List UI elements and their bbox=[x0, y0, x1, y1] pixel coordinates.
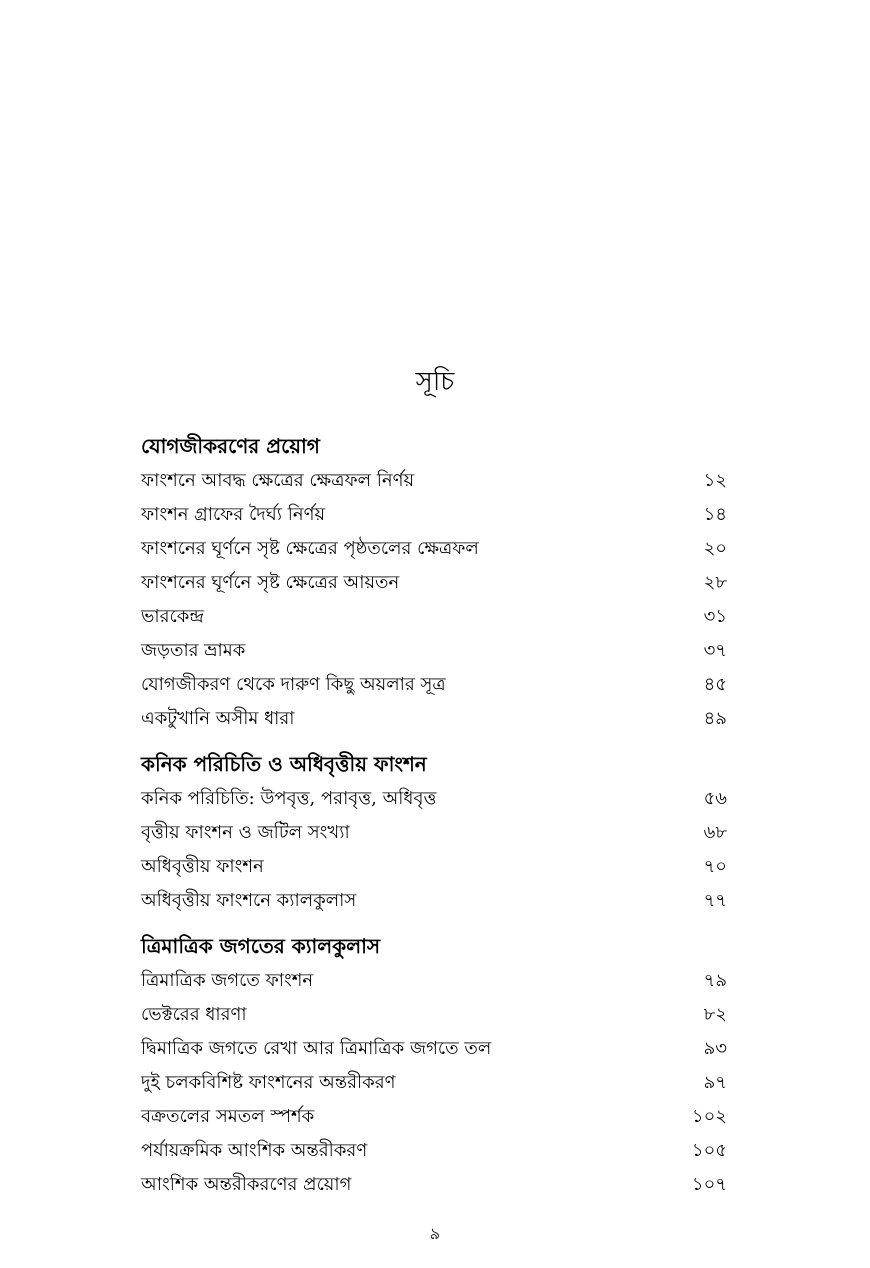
entry-page-number: ৪৫ bbox=[703, 674, 727, 695]
toc-entry[interactable] bbox=[141, 998, 727, 1032]
toc-entry[interactable] bbox=[141, 964, 727, 998]
entry-page-number: ৮২ bbox=[703, 1004, 727, 1025]
entry-page-number: ১০৭ bbox=[691, 1174, 727, 1195]
entry-page-number: ৬৮ bbox=[703, 822, 727, 843]
section-title: কনিক পরিচিতি ও অধিবৃত্তীয় ফাংশন bbox=[141, 752, 427, 776]
entry-label: দুই চলকবিশিষ্ট ফাংশনের অন্তরীকরণ bbox=[141, 1072, 396, 1093]
entry-label: ভেক্টরের ধারণা bbox=[141, 1004, 247, 1025]
entry-page-number: ৯৩ bbox=[703, 1038, 727, 1059]
toc-entry[interactable] bbox=[141, 1066, 727, 1100]
toc-entry[interactable] bbox=[141, 634, 727, 668]
entry-label: বক্রতলের সমতল স্পর্শক bbox=[141, 1106, 315, 1127]
toc-entry[interactable] bbox=[141, 532, 727, 566]
entry-label: পর্যায়ক্রমিক আংশিক অন্তরীকরণ bbox=[141, 1140, 368, 1161]
toc-entry[interactable] bbox=[141, 884, 727, 918]
entry-label: ফাংশনে আবদ্ধ ক্ষেত্রের ক্ষেত্রফল নির্ণয় bbox=[141, 470, 415, 491]
entry-page-number: ২০ bbox=[703, 538, 727, 559]
entry-label: ভারকেন্দ্র bbox=[141, 606, 204, 627]
entry-page-number: ১০২ bbox=[691, 1106, 727, 1127]
toc-entry[interactable] bbox=[141, 1032, 727, 1066]
toc-entry[interactable] bbox=[141, 668, 727, 702]
section-title: যোগজীকরণের প্রয়োগ bbox=[141, 434, 320, 458]
toc-entry[interactable] bbox=[141, 850, 727, 884]
entry-label: দ্বিমাত্রিক জগতে রেখা আর ত্রিমাত্রিক জগতে তল bbox=[141, 1038, 492, 1059]
entry-page-number: ৫৬ bbox=[703, 788, 727, 809]
entry-page-number: ৩১ bbox=[703, 606, 727, 627]
entry-label: ত্রিমাত্রিক জগতে ফাংশন bbox=[141, 970, 314, 991]
entry-page-number: ৭৯ bbox=[703, 970, 727, 991]
toc-entry[interactable] bbox=[141, 1134, 727, 1168]
entry-page-number: ৯৭ bbox=[703, 1072, 727, 1093]
toc-entry[interactable] bbox=[141, 1100, 727, 1134]
page-number: ৯ bbox=[429, 1224, 441, 1243]
section-title: ত্রিমাত্রিক জগতের ক্যালকুলাস bbox=[141, 934, 381, 958]
entry-label: কনিক পরিচিতি: উপবৃত্ত, পরাবৃত্ত, অধিবৃত্ত bbox=[141, 788, 437, 809]
toc-entry[interactable] bbox=[141, 464, 727, 498]
entry-label: আংশিক অন্তরীকরণের প্রয়োগ bbox=[141, 1174, 352, 1195]
entry-page-number: ৭০ bbox=[703, 856, 727, 877]
toc-entry[interactable] bbox=[141, 702, 727, 736]
entry-label: জড়তার ভ্রামক bbox=[141, 640, 246, 661]
entry-page-number: ১০৫ bbox=[691, 1140, 727, 1161]
entry-page-number: ১৪ bbox=[703, 504, 727, 525]
entry-page-number: ১২ bbox=[703, 470, 727, 491]
toc-section bbox=[141, 428, 727, 736]
toc-entry[interactable] bbox=[141, 782, 727, 816]
table-of-contents bbox=[141, 428, 727, 1202]
toc-entry[interactable] bbox=[141, 816, 727, 850]
entry-page-number: ৪৯ bbox=[703, 708, 727, 729]
page-title: সূচি bbox=[415, 367, 455, 397]
entry-label: অধিবৃত্তীয় ফাংশনে ক্যালকুলাস bbox=[141, 890, 357, 911]
entry-label: ফাংশনের ঘূর্ণনে সৃষ্ট ক্ষেত্রের আয়তন bbox=[141, 572, 400, 593]
toc-entry[interactable] bbox=[141, 1168, 727, 1202]
entry-page-number: ৭৭ bbox=[703, 890, 727, 911]
toc-entry[interactable] bbox=[141, 600, 727, 634]
entry-label: অধিবৃত্তীয় ফাংশন bbox=[141, 856, 264, 877]
entry-label: যোগজীকরণ থেকে দারুণ কিছু অয়লার সূত্র bbox=[141, 674, 446, 695]
entry-label: ফাংশনের ঘূর্ণনে সৃষ্ট ক্ষেত্রের পৃষ্ঠতলের ক্ষেত্রফল bbox=[141, 538, 479, 559]
entry-page-number: ২৮ bbox=[703, 572, 727, 593]
toc-entry[interactable] bbox=[141, 498, 727, 532]
entry-page-number: ৩৭ bbox=[703, 640, 727, 661]
entry-label: বৃত্তীয় ফাংশন ও জটিল সংখ্যা bbox=[141, 822, 350, 843]
toc-entry[interactable] bbox=[141, 566, 727, 600]
entry-label: ফাংশন গ্রাফের দৈর্ঘ্য নির্ণয় bbox=[141, 504, 326, 525]
toc-section bbox=[141, 928, 727, 1202]
entry-label: একটুখানি অসীম ধারা bbox=[141, 708, 295, 729]
toc-section bbox=[141, 746, 727, 918]
